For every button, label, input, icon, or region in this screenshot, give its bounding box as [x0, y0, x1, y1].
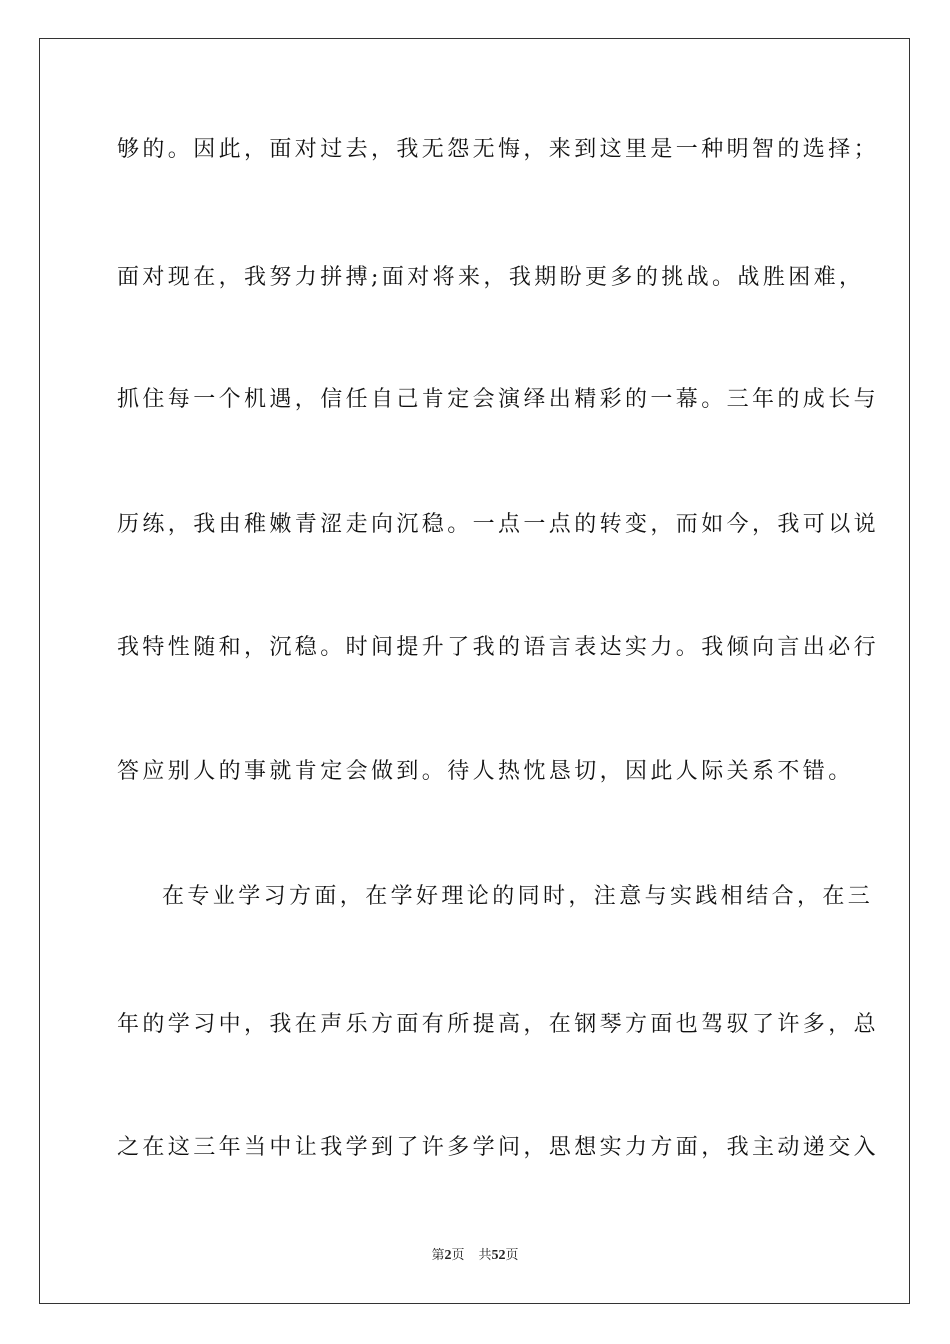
body-text-line: 抓住每一个机遇，信任自己肯定会演绎出精彩的一幕。三年的成长与 — [117, 387, 880, 412]
total-prefix: 共 — [478, 1248, 492, 1263]
page-suffix: 页 — [451, 1248, 465, 1263]
paragraph-first-line: 在专业学习方面，在学好理论的同时，注意与实践相结合，在三 — [162, 884, 874, 909]
body-text-line: 面对现在，我努力拼搏;面对将来，我期盼更多的挑战。战胜困难， — [117, 265, 865, 290]
page-number: 2 — [444, 1248, 452, 1263]
body-text-line: 年的学习中，我在声乐方面有所提高，在钢琴方面也驾驭了许多，总 — [117, 1012, 880, 1037]
body-text-line: 够的。因此，面对过去，我无怨无悔，来到这里是一种明智的选择； — [117, 137, 880, 162]
body-text-line: 之在这三年当中让我学到了许多学问，思想实力方面，我主动递交入 — [117, 1135, 880, 1160]
total-suffix: 页 — [505, 1248, 519, 1263]
page-prefix: 第 — [431, 1248, 445, 1263]
total-pages: 52 — [491, 1248, 506, 1263]
body-text-line: 答应别人的事就肯定会做到。待人热忱恳切，因此人际关系不错。 — [117, 759, 854, 784]
page-border — [39, 38, 910, 1304]
body-text-line: 我特性随和，沉稳。时间提升了我的语言表达实力。我倾向言出必行 — [117, 635, 880, 660]
page-footer — [0, 1247, 950, 1265]
body-text-line: 历练，我由稚嫩青涩走向沉稳。一点一点的转变，而如今，我可以说 — [117, 512, 880, 537]
